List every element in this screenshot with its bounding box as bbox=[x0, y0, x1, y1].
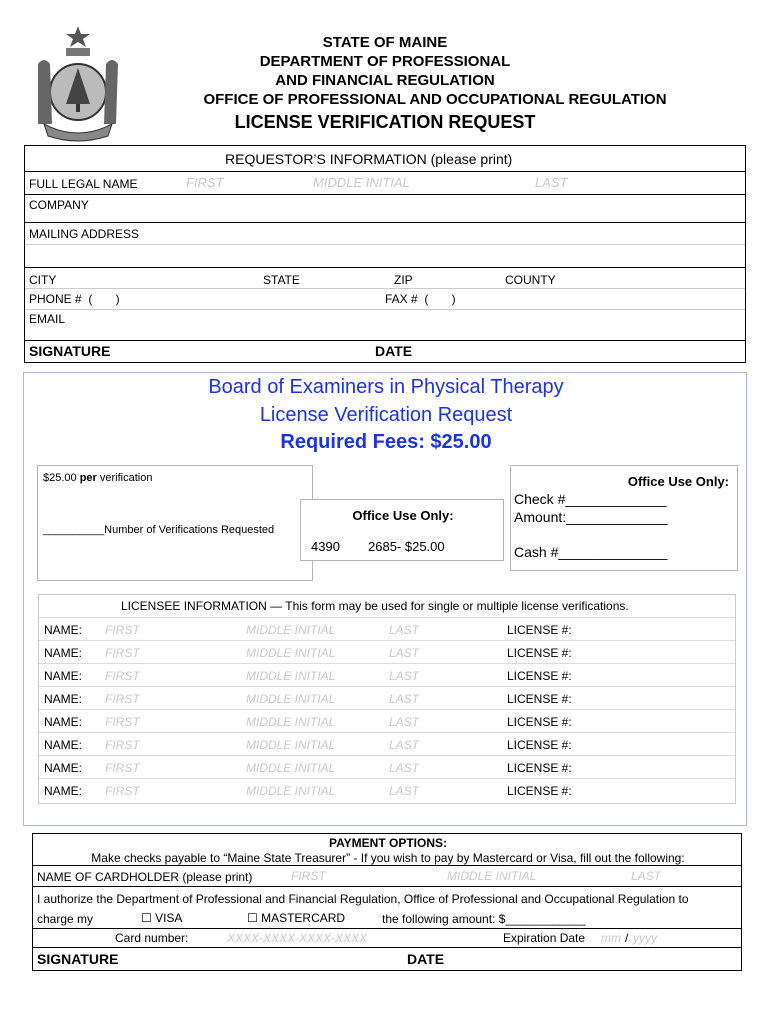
licensee-row[interactable] bbox=[39, 709, 735, 732]
authorize-row bbox=[33, 887, 741, 929]
company-row[interactable] bbox=[25, 195, 745, 223]
licensee-license-label: LICENSE #: bbox=[507, 692, 572, 706]
mailing-address-row[interactable] bbox=[25, 223, 745, 245]
licensee-middle-placeholder[interactable]: MIDDLE INITIAL bbox=[246, 738, 336, 752]
licensee-middle-placeholder[interactable]: MIDDLE INITIAL bbox=[246, 692, 336, 706]
licensee-row[interactable] bbox=[39, 663, 735, 686]
email-label: EMAIL bbox=[29, 312, 66, 326]
payment-heading: PAYMENT OPTIONS: bbox=[328, 836, 447, 850]
payment-signature-label: SIGNATURE bbox=[37, 951, 119, 967]
fee-code-2: 2685- $25.00 bbox=[368, 539, 445, 554]
licensee-middle-placeholder[interactable]: MIDDLE INITIAL bbox=[246, 715, 336, 729]
fee-amount: $25.00 bbox=[43, 472, 80, 484]
licensee-name-label: NAME: bbox=[44, 715, 83, 729]
signature-label: SIGNATURE bbox=[29, 343, 111, 359]
requestor-heading-row bbox=[25, 146, 745, 172]
licensee-last-placeholder[interactable]: LAST bbox=[389, 738, 420, 752]
requestor-section bbox=[24, 145, 746, 363]
office-use-mid-label: Office Use Only: bbox=[352, 508, 454, 523]
licensee-name-label: NAME: bbox=[44, 646, 83, 660]
licensee-middle-placeholder[interactable]: MIDDLE INITIAL bbox=[246, 669, 336, 683]
expiration-label: Expiration Date bbox=[503, 931, 586, 945]
middle-initial-placeholder[interactable]: MIDDLE INITIAL bbox=[313, 175, 410, 190]
header-state: STATE OF MAINE bbox=[322, 34, 448, 51]
licensee-section bbox=[38, 594, 736, 804]
card-number-label: Card number: bbox=[115, 931, 189, 945]
full-name-row[interactable] bbox=[25, 172, 745, 195]
licensee-last-placeholder[interactable]: LAST bbox=[389, 623, 420, 637]
licensee-middle-placeholder[interactable]: MIDDLE INITIAL bbox=[246, 623, 336, 637]
licensee-first-placeholder[interactable]: FIRST bbox=[105, 623, 140, 637]
licensee-license-label: LICENSE #: bbox=[507, 784, 572, 798]
licensee-license-label: LICENSE #: bbox=[507, 623, 572, 637]
header-department: DEPARTMENT OF PROFESSIONAL bbox=[259, 53, 511, 70]
licensee-row[interactable] bbox=[39, 755, 735, 778]
office-use-right-label: Office Use Only: bbox=[627, 474, 729, 489]
licensee-name-label: NAME: bbox=[44, 738, 83, 752]
licensee-first-placeholder[interactable]: FIRST bbox=[105, 669, 140, 683]
licensee-row[interactable] bbox=[39, 732, 735, 755]
header-department-2: AND FINANCIAL REGULATION bbox=[275, 72, 495, 89]
licensee-license-label: LICENSE #: bbox=[507, 669, 572, 683]
check-number-field[interactable]: Check #_____________ bbox=[514, 491, 667, 507]
payment-payable-note: Make checks payable to “Maine State Treasurer” - If you wish to pay by Mastercard or Visa, fill out the following: bbox=[91, 851, 685, 865]
licensee-first-placeholder[interactable]: FIRST bbox=[105, 738, 140, 752]
licensee-name-label: NAME: bbox=[44, 692, 83, 706]
licensee-first-placeholder[interactable]: FIRST bbox=[105, 715, 140, 729]
cardholder-label: NAME OF CARDHOLDER (please print) bbox=[37, 870, 253, 884]
payment-signature-row[interactable] bbox=[33, 948, 741, 970]
licensee-middle-placeholder[interactable]: MIDDLE INITIAL bbox=[246, 646, 336, 660]
licensee-last-placeholder[interactable]: LAST bbox=[389, 646, 420, 660]
full-name-label: FULL LEGAL NAME bbox=[29, 177, 138, 191]
licensee-license-label: LICENSE #: bbox=[507, 761, 572, 775]
required-fees: Required Fees: $25.00 bbox=[280, 431, 492, 453]
charge-my-label: charge my bbox=[37, 912, 94, 926]
licensee-first-placeholder[interactable]: FIRST bbox=[105, 646, 140, 660]
cash-number-field[interactable]: Cash #______________ bbox=[514, 544, 668, 560]
payment-section bbox=[32, 833, 742, 971]
licensee-row[interactable] bbox=[39, 686, 735, 709]
licensee-last-placeholder[interactable]: LAST bbox=[389, 669, 420, 683]
licensee-heading: LICENSEE INFORMATION — This form may be used for single or multiple license verifications. bbox=[121, 599, 629, 613]
fee-verification: verification bbox=[96, 472, 153, 484]
licensee-name-label: NAME: bbox=[44, 761, 83, 775]
cardholder-first-placeholder[interactable]: FIRST bbox=[291, 869, 326, 883]
mailing-address-label: MAILING ADDRESS bbox=[29, 227, 140, 241]
signature-row[interactable] bbox=[25, 341, 745, 362]
fee-text bbox=[43, 472, 152, 484]
cardholder-row[interactable] bbox=[33, 866, 741, 887]
charge-amount-field[interactable]: the following amount: $____________ bbox=[382, 912, 586, 926]
expiration-slash: / bbox=[625, 931, 629, 945]
cardholder-middle-placeholder[interactable]: MIDDLE INITIAL bbox=[447, 869, 537, 883]
first-name-placeholder[interactable]: FIRST bbox=[186, 175, 224, 190]
licensee-last-placeholder[interactable]: LAST bbox=[389, 784, 420, 798]
city-row[interactable] bbox=[25, 268, 745, 289]
licensee-name-label: NAME: bbox=[44, 784, 83, 798]
licensee-middle-placeholder[interactable]: MIDDLE INITIAL bbox=[246, 761, 336, 775]
licensee-license-label: LICENSE #: bbox=[507, 715, 572, 729]
county-label: COUNTY bbox=[505, 273, 556, 287]
visa-checkbox[interactable]: ☐ VISA bbox=[141, 911, 183, 925]
licensee-name-label: NAME: bbox=[44, 623, 83, 637]
mailing-address-line2[interactable] bbox=[25, 245, 745, 268]
num-verifications-field[interactable]: __________Number of Verifications Requested bbox=[43, 524, 275, 536]
fax-label: FAX # ( ) bbox=[385, 292, 456, 306]
licensee-license-label: LICENSE #: bbox=[507, 738, 572, 752]
city-label: CITY bbox=[29, 273, 57, 287]
licensee-name-label: NAME: bbox=[44, 669, 83, 683]
licensee-middle-placeholder[interactable]: MIDDLE INITIAL bbox=[246, 784, 336, 798]
office-use-right-box bbox=[510, 465, 738, 571]
mastercard-checkbox[interactable]: ☐ MASTERCARD bbox=[247, 911, 346, 925]
fee-code-1: 4390 bbox=[311, 539, 340, 554]
card-number-placeholder[interactable]: XXXX-XXXX-XXXX-XXXX bbox=[227, 931, 368, 945]
licensee-row[interactable] bbox=[39, 617, 735, 640]
state-seal bbox=[30, 24, 126, 142]
licensee-license-label: LICENSE #: bbox=[507, 646, 572, 660]
requestor-heading: REQUESTOR’S INFORMATION (please print) bbox=[225, 151, 513, 167]
cardholder-last-placeholder[interactable]: LAST bbox=[631, 869, 662, 883]
licensee-row[interactable] bbox=[39, 778, 735, 801]
expiration-year-placeholder[interactable]: yyyy bbox=[633, 931, 657, 945]
email-row[interactable] bbox=[25, 310, 745, 341]
page-title: LICENSE VERIFICATION REQUEST bbox=[234, 112, 536, 132]
last-name-placeholder[interactable]: LAST bbox=[535, 175, 568, 190]
phone-row[interactable] bbox=[25, 289, 745, 310]
card-number-row[interactable] bbox=[33, 929, 741, 948]
licensee-last-placeholder[interactable]: LAST bbox=[389, 761, 420, 775]
payment-heading-row bbox=[33, 834, 741, 866]
board-title: Board of Examiners in Physical Therapy bbox=[208, 376, 564, 398]
date-label: DATE bbox=[375, 343, 413, 359]
fee-per: per bbox=[79, 472, 97, 484]
company-label: COMPANY bbox=[29, 198, 89, 212]
board-subtitle: License Verification Request bbox=[259, 404, 513, 426]
licensee-first-placeholder[interactable]: FIRST bbox=[105, 692, 140, 706]
zip-label: ZIP bbox=[394, 273, 413, 287]
expiration-month-placeholder[interactable]: mm bbox=[601, 931, 621, 945]
fee-box bbox=[37, 465, 313, 581]
payment-date-label: DATE bbox=[407, 951, 445, 967]
amount-field[interactable]: Amount:_____________ bbox=[514, 509, 668, 525]
state-label: STATE bbox=[263, 273, 300, 287]
phone-label: PHONE # ( ) bbox=[29, 292, 120, 306]
licensee-last-placeholder[interactable]: LAST bbox=[389, 692, 420, 706]
header-office: OFFICE OF PROFESSIONAL AND OCCUPATIONAL REGULATION bbox=[203, 91, 667, 108]
licensee-row[interactable] bbox=[39, 640, 735, 663]
licensee-last-placeholder[interactable]: LAST bbox=[389, 715, 420, 729]
licensee-first-placeholder[interactable]: FIRST bbox=[105, 784, 140, 798]
licensee-first-placeholder[interactable]: FIRST bbox=[105, 761, 140, 775]
authorize-text: I authorize the Department of Professional and Financial Regulation, Office of Professional and Occupational Regulation to bbox=[37, 892, 689, 906]
